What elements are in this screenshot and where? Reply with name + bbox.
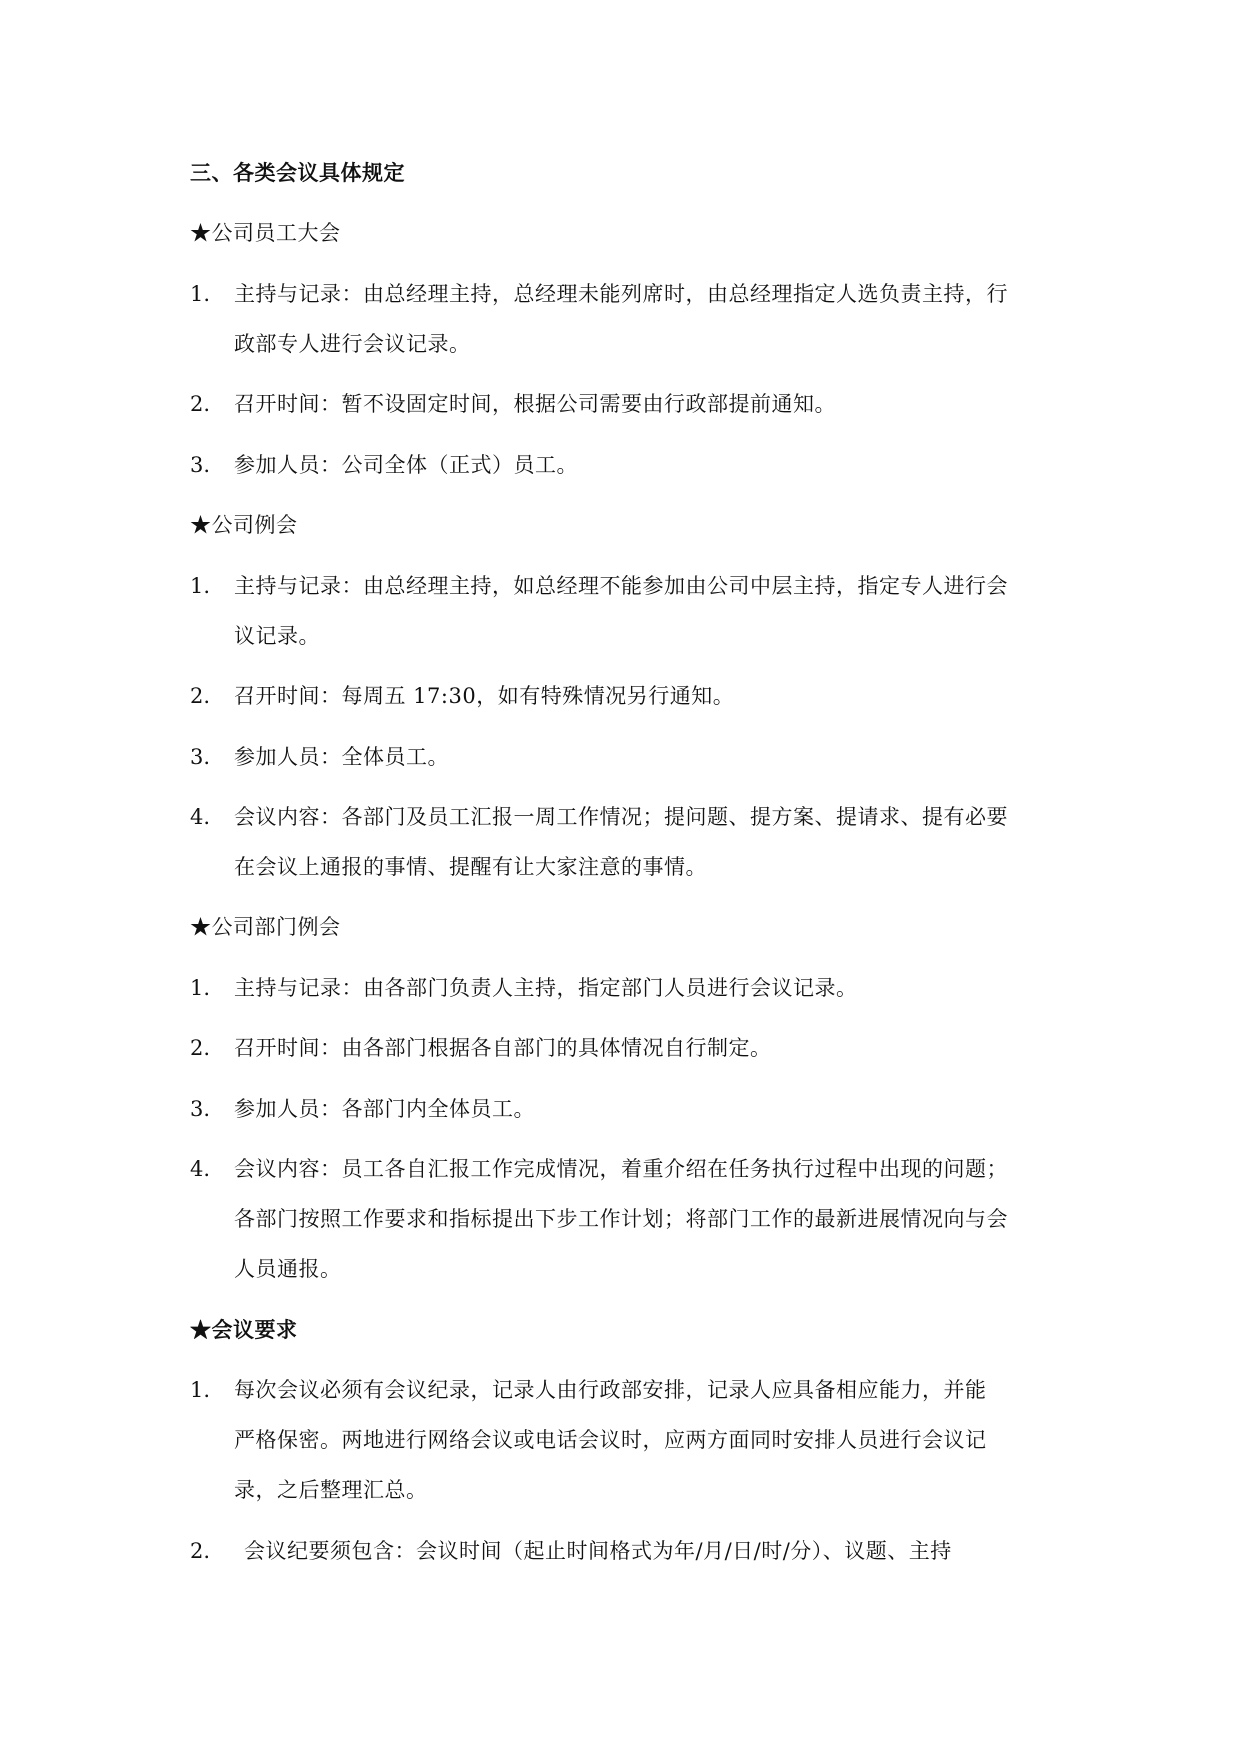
list-item-text: 录，之后整理汇总。 [234,1478,428,1502]
list-item-text: 严格保密。两地进行网络会议或电话会议时，应两方面同时安排人员进行会议记 [234,1428,987,1452]
list-item-text: 会议内容：员工各自汇报工作完成情况，着重介绍在任务执行过程中出现的问题； [234,1157,1008,1181]
list-item-number: 1. [190,282,211,306]
list-item-text: 主持与记录：由各部门负责人主持，指定部门人员进行会议记录。 [234,976,858,1000]
list-item-number: 3. [190,453,211,477]
list-item-number: 4. [190,805,211,829]
list-item-text: 各部门按照工作要求和指标提出下步工作计划；将部门工作的最新进展情况向与会 [234,1207,1008,1231]
list-item-text: 人员通报。 [234,1257,342,1281]
section-title: 三、各类会议具体规定 [190,160,405,185]
list-item-text: 召开时间：暂不设固定时间，根据公司需要由行政部提前通知。 [234,392,836,416]
list-item-text: 参加人员：公司全体（正式）员工。 [234,453,578,477]
list-item-number: 3. [190,1097,211,1121]
list-item-text: 会议纪要须包含：会议时间（起止时间格式为年/月/日/时/分）、议题、主持 [244,1539,952,1563]
list-item-text: 政部专人进行会议记录。 [234,332,471,356]
list-item-number: 4. [190,1157,211,1181]
list-item-number: 3. [190,745,211,769]
list-item-text: 每次会议必须有会议纪录，记录人由行政部安排，记录人应具备相应能力，并能 [234,1378,987,1402]
subsection-heading-staff-meeting: ★公司员工大会 [190,221,341,245]
list-item-text: 主持与记录：由总经理主持，总经理未能列席时，由总经理指定人选负责主持，行 [234,282,1008,306]
subsection-heading-department-meeting: ★公司部门例会 [190,915,341,939]
subsection-heading-regular-meeting: ★公司例会 [190,513,298,537]
list-item-number: 2. [190,684,211,708]
list-item-text: 参加人员：各部门内全体员工。 [234,1097,535,1121]
list-item-number: 1. [190,1378,211,1402]
list-item-number: 2. [190,1539,211,1563]
subsection-heading-meeting-requirements: ★会议要求 [190,1317,298,1342]
list-item-text: 议记录。 [234,624,320,648]
list-item-text: 主持与记录：由总经理主持，如总经理不能参加由公司中层主持，指定专人进行会 [234,574,1008,598]
list-item-number: 1. [190,574,211,598]
list-item-text: 召开时间：由各部门根据各自部门的具体情况自行制定。 [234,1036,772,1060]
list-item-text: 召开时间：每周五 17:30，如有特殊情况另行通知。 [234,684,735,708]
list-item-number: 2. [190,392,211,416]
list-item-text: 会议内容：各部门及员工汇报一周工作情况；提问题、提方案、提请求、提有必要 [234,805,1008,829]
list-item-text: 在会议上通报的事情、提醒有让大家注意的事情。 [234,855,707,879]
list-item-number: 1. [190,976,211,1000]
list-item-text: 参加人员：全体员工。 [234,745,449,769]
list-item-number: 2. [190,1036,211,1060]
